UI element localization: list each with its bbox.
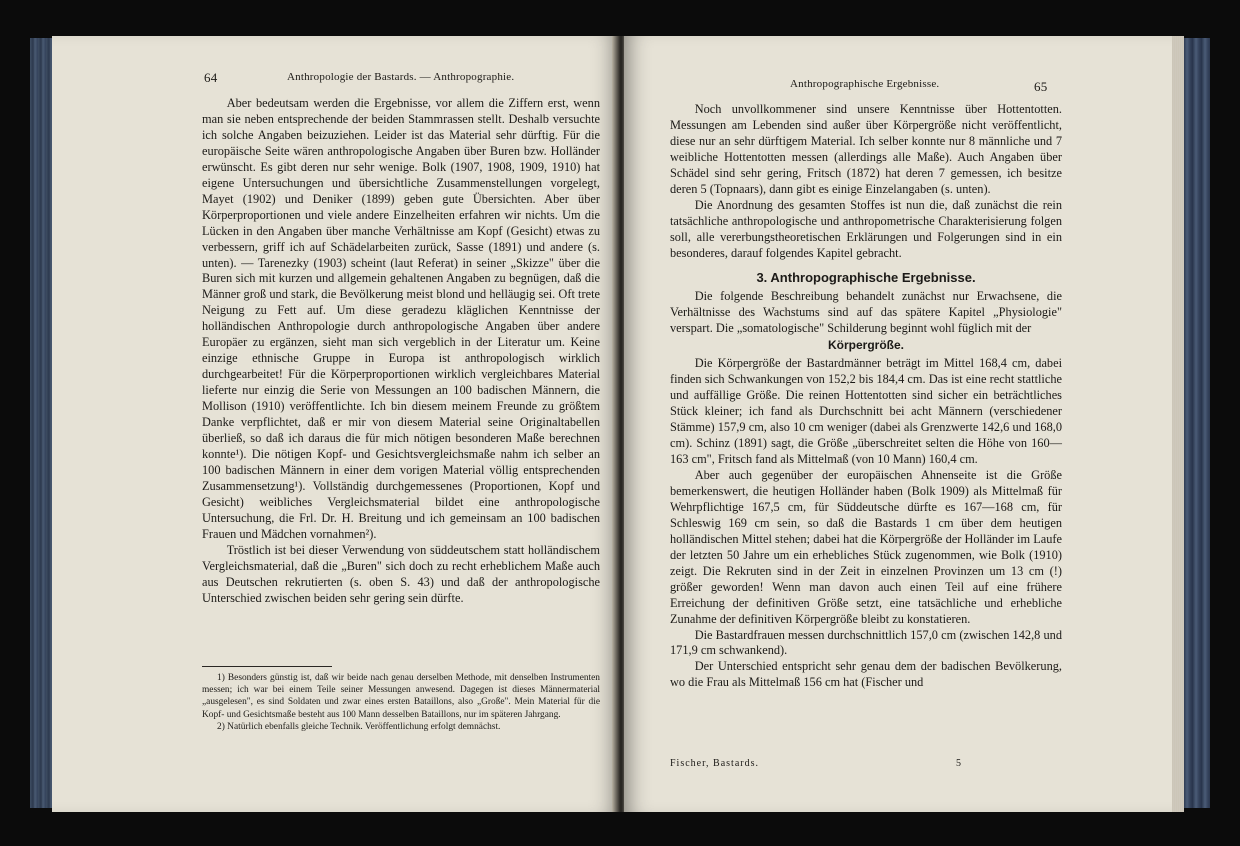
right-running-head: Anthropographische Ergebnisse. [790,78,940,90]
right-page-number: 65 [1034,79,1048,94]
section-intro: Die folgende Beschreibung behandelt zunächst nur Erwachsene, die Verhältnisse des Wachstums sind auf das spätere Kapitel „Physiologie" verspart. Die „somatologische" Schilderung beginnt wohl füglich mit der [670,289,1062,336]
book-spine-left [30,38,52,808]
left-running-head: Anthropologie der Bastards. — Anthropographie. [287,71,515,83]
right-footer-signature: Fischer, Bastards. [670,758,759,769]
right-intro-paragraph-2: Die Anordnung des gesamten Stoffes ist nun die, daß zunächst die rein tatsächliche anthropologische und anthropometrische Charakterisierung folgen soll, alle vererbungstheoretischen Erklärungen und Folgerungen sind in ein besonderes, darauf folgendes Kapitel gebracht. [670,197,1062,260]
book-spine-right [1184,38,1210,808]
left-body [202,96,600,607]
right-paragraph-4: Der Unterschied entspricht sehr genau dem der badischen Bevölkerung, wo die Frau als Mittelmaß 156 cm hat (Fischer und [670,659,1062,690]
left-paragraph-1: Aber bedeutsam werden die Ergebnisse, vor allem die Ziffern erst, wenn man sie neben entsprechende der beiden Stammrassen stellt. Deshalb versuchte ich solche Angaben beizuziehen. Leider ist das Material sehr dürftig. Für die europäische Seite wären anthropologische Angaben über Buren bzw. Holländer erwünscht. Es gibt deren nur sehr wenige. Bolk (1907, 1908, 1909, 1910) hat eigene Untersuchungen und übersichtliche Zusammenstellungen vorgelegt, Mayet (1902) und Deniker (1899) geben gute Übersichten. Aber über Körperproportionen und viele andere Einzelheiten erfahren wir nichts. Um die Lücken in den Angaben über manche Verhältnisse am Kopf (Gesicht) etwas zu verbessern, griff ich auf Schädelarbeiten zurück, Sasse (1891) und andere (s. unten). — Tarenezky (1903) scheint (laut Referat) in seiner „Skizze" über die Buren sich mit kurzen und allgemein gehaltenen Angaben zu begnügen, daß die Männer groß und stark, die Bevölkerung meist blond und helläugig sei. Oft trete Neigung zu Fett auf. Um diese geradezu kläglichen Kenntnisse der holländischen Anthropologie durch anthropologische Angaben über andere Europäer zu ergänzen, sieht man sich vergeblich in der Literatur um. Keine einzige ethnische Gruppe in Europa ist anthropologisch wirklich durchgearbeitet! Für die Körperproportionen wirklich vergleichbares Material lieferte nur einzig die Serie von Messungen an 100 badischen Männern, die Mollison (1910) veröffentlichte. Ich bin diesem meinem Freunde zu größtem Danke verpflichtet, daß er mir von diesem Material seine Originaltabellen überließ, so daß ich daraus die für mich nötigen besonderen Maße berechnen konnte¹). Die nötigen Kopf- und Gesichtsvergleichsmaße nahm ich selber an 100 badischen Männern in einer dem vorigen Material völlig entsprechenden Zusammensetzung¹). Vollständig durchgemessenes (Proportionen, Kopf und Gesicht) weibliches Vergleichsmaterial bildet eine anthropologische Untersuchung, die Frl. Dr. H. Breitung und ich gemeinsam an 100 badischen Frauen und Mädchen vornahmen²). [202,96,600,541]
section-heading: 3. Anthropographische Ergebnisse. [756,269,976,285]
right-paragraph-1: Die Körpergröße der Bastardmänner beträgt im Mittel 168,4 cm, dabei finden sich Schwankungen von 152,2 bis 184,4 cm. Das ist eine recht stattliche und auffällige Größe. Die reinen Hottentotten sind sicher ein beträchtliches Stück kleiner; ich fand als Durchschnitt bei acht Männern (verschiedener Stämme) 157,9 cm, also 10 cm weniger (dabei als Grenzwerte 142,6 und 168,0 cm). Schinz (1891) sagt, die Größe „überschreitet selten die Höhe von 160—163 cm", Fritsch fand als Mittelmaß (von 10 Mann) 160,4 cm. [670,356,1062,467]
right-body [670,102,1062,691]
right-paragraph-2: Aber auch gegenüber der europäischen Ahnenseite ist die Größe bemerkenswert, die heutigen Holländer haben (Bolk 1909) als Mittelmaß für Wehrpflichtige 167,5 cm, für Süddeutsche dürfte es 167—168 cm, für Schleswig 169 cm sein, so daß die Bastards 1 cm über dem heutigen holländischen Mittel stehen; dabei hat die Körpergröße der Holländer im Laufe der letzten 50 Jahre um ein erhebliches Stück zugenommen, wie Bolk (1910) zeigt. Die Rekruten sind in der Zeit in einzelnen Provinzen um 13 cm (!) größer geworden! Wenn man davon auch einen Teil auf eine frühere Erreichung der definitiven Größe setzt, eine tatsächliche und erhebliche Zunahme der definitiven Körpergröße bleibt zu konstatieren. [670,467,1062,626]
footnote-rule [202,666,332,667]
right-paragraph-3: Die Bastardfrauen messen durchschnittlich 157,0 cm (zwischen 142,8 und 171,9 cm schwankend). [670,627,1062,658]
subheading-koerpergroesse: Körpergröße. [827,338,904,353]
right-intro-paragraph-1: Noch unvollkommener sind unsere Kenntnisse über Hottentotten. Messungen am Lebenden sind außer über Körpergröße nicht veröffentlicht, diese nur an sehr dürftigem Material. Ich selber konnte nur 8 männliche und 7 weibliche Hottentotten messen (allerdings alle Maße). Auch Angaben über Schädel sind sehr gering, Fritsch (1872) hat deren 7 gemessen, ich besitze deren 5 (Topnaars), dann gibt es einige Einzelangaben (s. unten). [670,102,1062,196]
page-edges [1172,36,1184,812]
footnote-1: 1) Besonders günstig ist, daß wir beide nach genau derselben Methode, mit denselben Instrumenten messen; ich war bei einem Teile seiner Messungen anwesend. Dagegen ist dieses Männermaterial „ausgelesen", es sind Soldaten und zwar eines ersten Bataillons, also „Große". Mein Material für die Kopf- und Gesichtsmaße besteht aus 100 Mann desselben Bataillons, nur im späteren Jahrgang. [202,673,600,720]
left-page [52,36,618,812]
right-page [624,36,1184,812]
left-page-number: 64 [204,70,218,85]
left-paragraph-2: Tröstlich ist bei dieser Verwendung von süddeutschem statt holländischem Vergleichsmaterial, daß die „Buren" sich doch zu recht erheblichem Maße auch aus Deutschen rekrutierten (s. oben S. 43) und daß der anthropologische Unterschied zwischen beiden sehr gering sein dürfte. [202,542,600,605]
right-footer-sheet-number: 5 [956,758,961,769]
left-footnotes [202,672,600,733]
footnote-2: 2) Natürlich ebenfalls gleiche Technik. Veröffentlichung erfolgt demnächst. [217,721,501,732]
